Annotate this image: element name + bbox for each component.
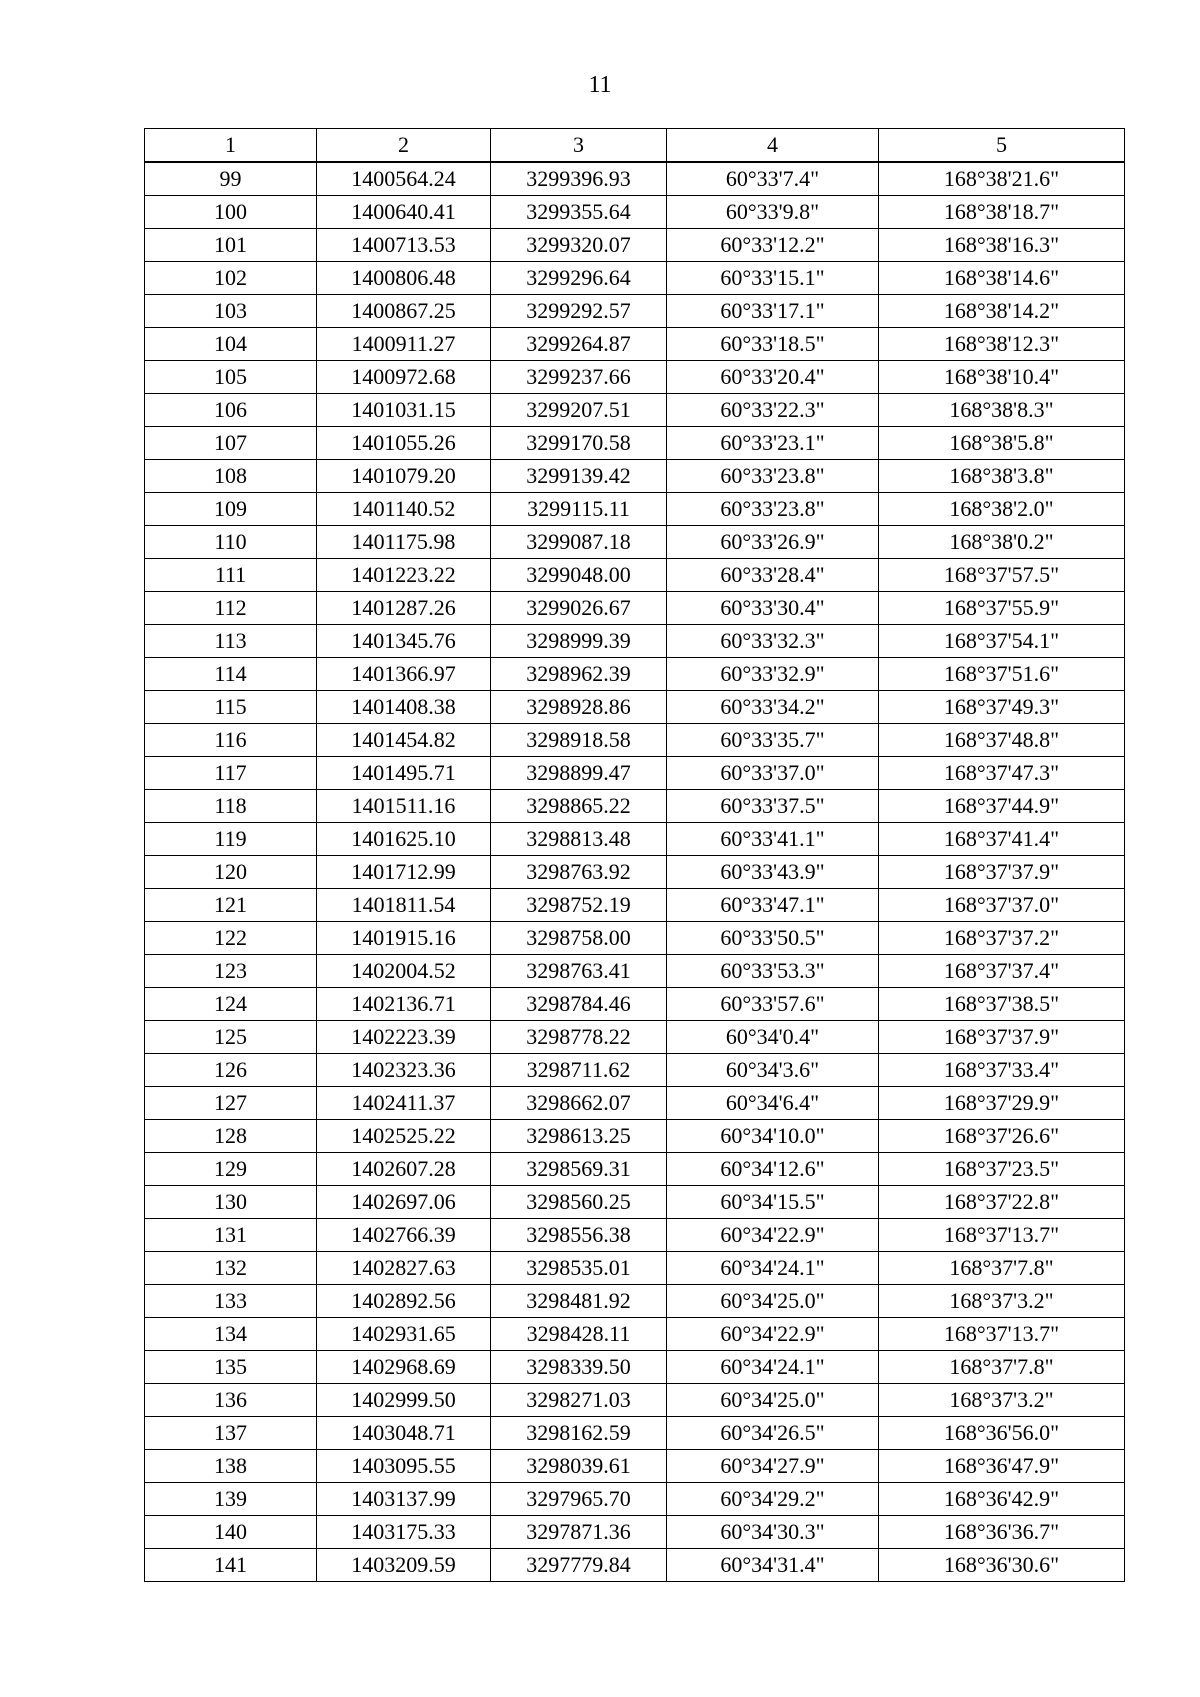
point-number-cell: 137 [145, 1417, 317, 1450]
x-coordinate-cell: 1402323.36 [317, 1054, 491, 1087]
table-row [145, 1417, 1125, 1450]
y-coordinate-cell: 3298711.62 [491, 1054, 667, 1087]
longitude-cell: 168°38'21.6" [879, 162, 1125, 196]
point-number-cell: 115 [145, 691, 317, 724]
longitude-cell: 168°36'47.9" [879, 1450, 1125, 1483]
y-coordinate-cell: 3299296.64 [491, 262, 667, 295]
latitude-cell: 60°33'9.8" [667, 196, 879, 229]
table-row [145, 196, 1125, 229]
x-coordinate-cell: 1400564.24 [317, 162, 491, 196]
point-number-cell: 136 [145, 1384, 317, 1417]
y-coordinate-cell: 3298339.50 [491, 1351, 667, 1384]
longitude-cell: 168°37'38.5" [879, 988, 1125, 1021]
longitude-cell: 168°37'48.8" [879, 724, 1125, 757]
x-coordinate-cell: 1402136.71 [317, 988, 491, 1021]
table-row [145, 1285, 1125, 1318]
y-coordinate-cell: 3298865.22 [491, 790, 667, 823]
longitude-cell: 168°37'41.4" [879, 823, 1125, 856]
point-number-cell: 121 [145, 889, 317, 922]
latitude-cell: 60°33'18.5" [667, 328, 879, 361]
point-number-cell: 138 [145, 1450, 317, 1483]
y-coordinate-cell: 3299237.66 [491, 361, 667, 394]
point-number-cell: 101 [145, 229, 317, 262]
x-coordinate-cell: 1400911.27 [317, 328, 491, 361]
latitude-cell: 60°33'26.9" [667, 526, 879, 559]
latitude-cell: 60°34'24.1" [667, 1252, 879, 1285]
latitude-cell: 60°34'31.4" [667, 1549, 879, 1582]
latitude-cell: 60°33'35.7" [667, 724, 879, 757]
y-coordinate-cell: 3299320.07 [491, 229, 667, 262]
longitude-cell: 168°37'7.8" [879, 1252, 1125, 1285]
latitude-cell: 60°33'53.3" [667, 955, 879, 988]
y-coordinate-cell: 3299264.87 [491, 328, 667, 361]
table-row [145, 625, 1125, 658]
longitude-cell: 168°37'3.2" [879, 1384, 1125, 1417]
point-number-cell: 134 [145, 1318, 317, 1351]
latitude-cell: 60°34'10.0" [667, 1120, 879, 1153]
table-row [145, 1087, 1125, 1120]
x-coordinate-cell: 1401915.16 [317, 922, 491, 955]
point-number-cell: 123 [145, 955, 317, 988]
x-coordinate-cell: 1403137.99 [317, 1483, 491, 1516]
x-coordinate-cell: 1401454.82 [317, 724, 491, 757]
longitude-cell: 168°37'49.3" [879, 691, 1125, 724]
point-number-cell: 107 [145, 427, 317, 460]
longitude-cell: 168°36'30.6" [879, 1549, 1125, 1582]
y-coordinate-cell: 3299170.58 [491, 427, 667, 460]
table-row [145, 1450, 1125, 1483]
latitude-cell: 60°33'7.4" [667, 162, 879, 196]
point-number-cell: 111 [145, 559, 317, 592]
point-number-cell: 117 [145, 757, 317, 790]
table-row [145, 856, 1125, 889]
x-coordinate-cell: 1401366.97 [317, 658, 491, 691]
latitude-cell: 60°33'23.8" [667, 493, 879, 526]
y-coordinate-cell: 3299292.57 [491, 295, 667, 328]
point-number-cell: 110 [145, 526, 317, 559]
longitude-cell: 168°37'55.9" [879, 592, 1125, 625]
point-number-cell: 104 [145, 328, 317, 361]
y-coordinate-cell: 3298556.38 [491, 1219, 667, 1252]
latitude-cell: 60°34'6.4" [667, 1087, 879, 1120]
table-row [145, 559, 1125, 592]
table-row [145, 394, 1125, 427]
longitude-cell: 168°38'5.8" [879, 427, 1125, 460]
y-coordinate-cell: 3299115.11 [491, 493, 667, 526]
x-coordinate-cell: 1402766.39 [317, 1219, 491, 1252]
x-coordinate-cell: 1401712.99 [317, 856, 491, 889]
latitude-cell: 60°33'32.3" [667, 625, 879, 658]
longitude-cell: 168°37'57.5" [879, 559, 1125, 592]
longitude-cell: 168°37'29.9" [879, 1087, 1125, 1120]
table-row [145, 1549, 1125, 1582]
longitude-cell: 168°38'16.3" [879, 229, 1125, 262]
y-coordinate-cell: 3298763.92 [491, 856, 667, 889]
y-coordinate-cell: 3298662.07 [491, 1087, 667, 1120]
table-header-row [145, 129, 1125, 163]
point-number-cell: 100 [145, 196, 317, 229]
x-coordinate-cell: 1402931.65 [317, 1318, 491, 1351]
table-row [145, 988, 1125, 1021]
x-coordinate-cell: 1401345.76 [317, 625, 491, 658]
x-coordinate-cell: 1400713.53 [317, 229, 491, 262]
y-coordinate-cell: 3298999.39 [491, 625, 667, 658]
latitude-cell: 60°34'0.4" [667, 1021, 879, 1054]
point-number-cell: 140 [145, 1516, 317, 1549]
x-coordinate-cell: 1403175.33 [317, 1516, 491, 1549]
latitude-cell: 60°34'22.9" [667, 1318, 879, 1351]
point-number-cell: 126 [145, 1054, 317, 1087]
table-row [145, 295, 1125, 328]
latitude-cell: 60°33'37.0" [667, 757, 879, 790]
y-coordinate-cell: 3299139.42 [491, 460, 667, 493]
longitude-cell: 168°38'18.7" [879, 196, 1125, 229]
y-coordinate-cell: 3298162.59 [491, 1417, 667, 1450]
x-coordinate-cell: 1402827.63 [317, 1252, 491, 1285]
longitude-cell: 168°37'13.7" [879, 1318, 1125, 1351]
table-row [145, 823, 1125, 856]
point-number-cell: 112 [145, 592, 317, 625]
table-row [145, 1054, 1125, 1087]
y-coordinate-cell: 3298962.39 [491, 658, 667, 691]
x-coordinate-cell: 1400640.41 [317, 196, 491, 229]
longitude-cell: 168°37'13.7" [879, 1219, 1125, 1252]
column-header-4: 4 [667, 129, 879, 163]
latitude-cell: 60°34'22.9" [667, 1219, 879, 1252]
point-number-cell: 130 [145, 1186, 317, 1219]
table-row [145, 1351, 1125, 1384]
x-coordinate-cell: 1401287.26 [317, 592, 491, 625]
table-row [145, 922, 1125, 955]
x-coordinate-cell: 1402607.28 [317, 1153, 491, 1186]
point-number-cell: 106 [145, 394, 317, 427]
point-number-cell: 114 [145, 658, 317, 691]
point-number-cell: 132 [145, 1252, 317, 1285]
y-coordinate-cell: 3298752.19 [491, 889, 667, 922]
y-coordinate-cell: 3298899.47 [491, 757, 667, 790]
latitude-cell: 60°33'57.6" [667, 988, 879, 1021]
point-number-cell: 102 [145, 262, 317, 295]
latitude-cell: 60°33'30.4" [667, 592, 879, 625]
x-coordinate-cell: 1401079.20 [317, 460, 491, 493]
column-header-2: 2 [317, 129, 491, 163]
latitude-cell: 60°33'47.1" [667, 889, 879, 922]
latitude-cell: 60°33'15.1" [667, 262, 879, 295]
longitude-cell: 168°37'44.9" [879, 790, 1125, 823]
latitude-cell: 60°34'24.1" [667, 1351, 879, 1384]
longitude-cell: 168°38'2.0" [879, 493, 1125, 526]
longitude-cell: 168°37'37.9" [879, 1021, 1125, 1054]
point-number-cell: 122 [145, 922, 317, 955]
table-row [145, 262, 1125, 295]
point-number-cell: 105 [145, 361, 317, 394]
table-row [145, 1219, 1125, 1252]
longitude-cell: 168°38'14.6" [879, 262, 1125, 295]
y-coordinate-cell: 3298428.11 [491, 1318, 667, 1351]
x-coordinate-cell: 1401408.38 [317, 691, 491, 724]
longitude-cell: 168°37'23.5" [879, 1153, 1125, 1186]
column-header-1: 1 [145, 129, 317, 163]
latitude-cell: 60°34'25.0" [667, 1285, 879, 1318]
table-row [145, 1516, 1125, 1549]
y-coordinate-cell: 3298918.58 [491, 724, 667, 757]
table-row [145, 460, 1125, 493]
y-coordinate-cell: 3299087.18 [491, 526, 667, 559]
latitude-cell: 60°33'23.1" [667, 427, 879, 460]
point-number-cell: 116 [145, 724, 317, 757]
page-number: 11 [588, 72, 612, 98]
table-row [145, 1153, 1125, 1186]
table-body [145, 162, 1125, 1582]
latitude-cell: 60°34'27.9" [667, 1450, 879, 1483]
column-header-5: 5 [879, 129, 1125, 163]
longitude-cell: 168°37'47.3" [879, 757, 1125, 790]
y-coordinate-cell: 3298784.46 [491, 988, 667, 1021]
longitude-cell: 168°37'37.9" [879, 856, 1125, 889]
x-coordinate-cell: 1403095.55 [317, 1450, 491, 1483]
x-coordinate-cell: 1402525.22 [317, 1120, 491, 1153]
y-coordinate-cell: 3299396.93 [491, 162, 667, 196]
point-number-cell: 99 [145, 162, 317, 196]
point-number-cell: 109 [145, 493, 317, 526]
y-coordinate-cell: 3298271.03 [491, 1384, 667, 1417]
table-row [145, 361, 1125, 394]
y-coordinate-cell: 3298560.25 [491, 1186, 667, 1219]
point-number-cell: 133 [145, 1285, 317, 1318]
point-number-cell: 119 [145, 823, 317, 856]
x-coordinate-cell: 1402968.69 [317, 1351, 491, 1384]
coordinates-table [144, 128, 1125, 1582]
point-number-cell: 125 [145, 1021, 317, 1054]
point-number-cell: 120 [145, 856, 317, 889]
table-row [145, 1186, 1125, 1219]
latitude-cell: 60°33'32.9" [667, 658, 879, 691]
y-coordinate-cell: 3298758.00 [491, 922, 667, 955]
y-coordinate-cell: 3299207.51 [491, 394, 667, 427]
y-coordinate-cell: 3297779.84 [491, 1549, 667, 1582]
table-row [145, 162, 1125, 196]
point-number-cell: 124 [145, 988, 317, 1021]
longitude-cell: 168°38'0.2" [879, 526, 1125, 559]
y-coordinate-cell: 3299048.00 [491, 559, 667, 592]
x-coordinate-cell: 1402999.50 [317, 1384, 491, 1417]
latitude-cell: 60°33'28.4" [667, 559, 879, 592]
longitude-cell: 168°37'33.4" [879, 1054, 1125, 1087]
longitude-cell: 168°37'37.2" [879, 922, 1125, 955]
longitude-cell: 168°37'3.2" [879, 1285, 1125, 1318]
longitude-cell: 168°36'36.7" [879, 1516, 1125, 1549]
table-row [145, 757, 1125, 790]
table-row [145, 658, 1125, 691]
latitude-cell: 60°34'12.6" [667, 1153, 879, 1186]
longitude-cell: 168°37'54.1" [879, 625, 1125, 658]
x-coordinate-cell: 1403048.71 [317, 1417, 491, 1450]
longitude-cell: 168°36'56.0" [879, 1417, 1125, 1450]
y-coordinate-cell: 3298928.86 [491, 691, 667, 724]
x-coordinate-cell: 1402697.06 [317, 1186, 491, 1219]
x-coordinate-cell: 1400972.68 [317, 361, 491, 394]
x-coordinate-cell: 1402411.37 [317, 1087, 491, 1120]
longitude-cell: 168°37'37.4" [879, 955, 1125, 988]
y-coordinate-cell: 3298039.61 [491, 1450, 667, 1483]
table-row [145, 1318, 1125, 1351]
point-number-cell: 108 [145, 460, 317, 493]
longitude-cell: 168°36'42.9" [879, 1483, 1125, 1516]
x-coordinate-cell: 1401625.10 [317, 823, 491, 856]
latitude-cell: 60°33'41.1" [667, 823, 879, 856]
x-coordinate-cell: 1401811.54 [317, 889, 491, 922]
longitude-cell: 168°38'8.3" [879, 394, 1125, 427]
table-row [145, 790, 1125, 823]
latitude-cell: 60°34'15.5" [667, 1186, 879, 1219]
longitude-cell: 168°37'51.6" [879, 658, 1125, 691]
latitude-cell: 60°33'23.8" [667, 460, 879, 493]
y-coordinate-cell: 3298481.92 [491, 1285, 667, 1318]
x-coordinate-cell: 1401055.26 [317, 427, 491, 460]
table-row [145, 1021, 1125, 1054]
table-row [145, 691, 1125, 724]
x-coordinate-cell: 1401511.16 [317, 790, 491, 823]
y-coordinate-cell: 3298763.41 [491, 955, 667, 988]
table-row [145, 955, 1125, 988]
point-number-cell: 127 [145, 1087, 317, 1120]
x-coordinate-cell: 1403209.59 [317, 1549, 491, 1582]
table-row [145, 1120, 1125, 1153]
column-header-3: 3 [491, 129, 667, 163]
y-coordinate-cell: 3299355.64 [491, 196, 667, 229]
x-coordinate-cell: 1400806.48 [317, 262, 491, 295]
latitude-cell: 60°34'25.0" [667, 1384, 879, 1417]
y-coordinate-cell: 3298613.25 [491, 1120, 667, 1153]
latitude-cell: 60°33'34.2" [667, 691, 879, 724]
table-row [145, 526, 1125, 559]
latitude-cell: 60°33'20.4" [667, 361, 879, 394]
table-row [145, 592, 1125, 625]
longitude-cell: 168°37'22.8" [879, 1186, 1125, 1219]
point-number-cell: 103 [145, 295, 317, 328]
latitude-cell: 60°33'12.2" [667, 229, 879, 262]
latitude-cell: 60°34'3.6" [667, 1054, 879, 1087]
x-coordinate-cell: 1402892.56 [317, 1285, 491, 1318]
point-number-cell: 139 [145, 1483, 317, 1516]
latitude-cell: 60°33'17.1" [667, 295, 879, 328]
table-row [145, 229, 1125, 262]
longitude-cell: 168°37'7.8" [879, 1351, 1125, 1384]
y-coordinate-cell: 3298569.31 [491, 1153, 667, 1186]
latitude-cell: 60°34'29.2" [667, 1483, 879, 1516]
x-coordinate-cell: 1402004.52 [317, 955, 491, 988]
table-row [145, 1384, 1125, 1417]
longitude-cell: 168°38'10.4" [879, 361, 1125, 394]
x-coordinate-cell: 1402223.39 [317, 1021, 491, 1054]
table-row [145, 1483, 1125, 1516]
point-number-cell: 128 [145, 1120, 317, 1153]
x-coordinate-cell: 1401175.98 [317, 526, 491, 559]
longitude-cell: 168°37'26.6" [879, 1120, 1125, 1153]
y-coordinate-cell: 3298778.22 [491, 1021, 667, 1054]
latitude-cell: 60°33'37.5" [667, 790, 879, 823]
point-number-cell: 129 [145, 1153, 317, 1186]
x-coordinate-cell: 1400867.25 [317, 295, 491, 328]
x-coordinate-cell: 1401495.71 [317, 757, 491, 790]
x-coordinate-cell: 1401140.52 [317, 493, 491, 526]
table-row [145, 328, 1125, 361]
table-row [145, 724, 1125, 757]
latitude-cell: 60°33'43.9" [667, 856, 879, 889]
x-coordinate-cell: 1401031.15 [317, 394, 491, 427]
latitude-cell: 60°34'30.3" [667, 1516, 879, 1549]
x-coordinate-cell: 1401223.22 [317, 559, 491, 592]
table-row [145, 889, 1125, 922]
latitude-cell: 60°34'26.5" [667, 1417, 879, 1450]
table-row [145, 427, 1125, 460]
latitude-cell: 60°33'22.3" [667, 394, 879, 427]
point-number-cell: 113 [145, 625, 317, 658]
y-coordinate-cell: 3298535.01 [491, 1252, 667, 1285]
longitude-cell: 168°38'14.2" [879, 295, 1125, 328]
y-coordinate-cell: 3298813.48 [491, 823, 667, 856]
latitude-cell: 60°33'50.5" [667, 922, 879, 955]
point-number-cell: 118 [145, 790, 317, 823]
table-row [145, 493, 1125, 526]
table-row [145, 1252, 1125, 1285]
y-coordinate-cell: 3297871.36 [491, 1516, 667, 1549]
point-number-cell: 135 [145, 1351, 317, 1384]
y-coordinate-cell: 3297965.70 [491, 1483, 667, 1516]
longitude-cell: 168°38'12.3" [879, 328, 1125, 361]
point-number-cell: 131 [145, 1219, 317, 1252]
longitude-cell: 168°37'37.0" [879, 889, 1125, 922]
longitude-cell: 168°38'3.8" [879, 460, 1125, 493]
y-coordinate-cell: 3299026.67 [491, 592, 667, 625]
point-number-cell: 141 [145, 1549, 317, 1582]
